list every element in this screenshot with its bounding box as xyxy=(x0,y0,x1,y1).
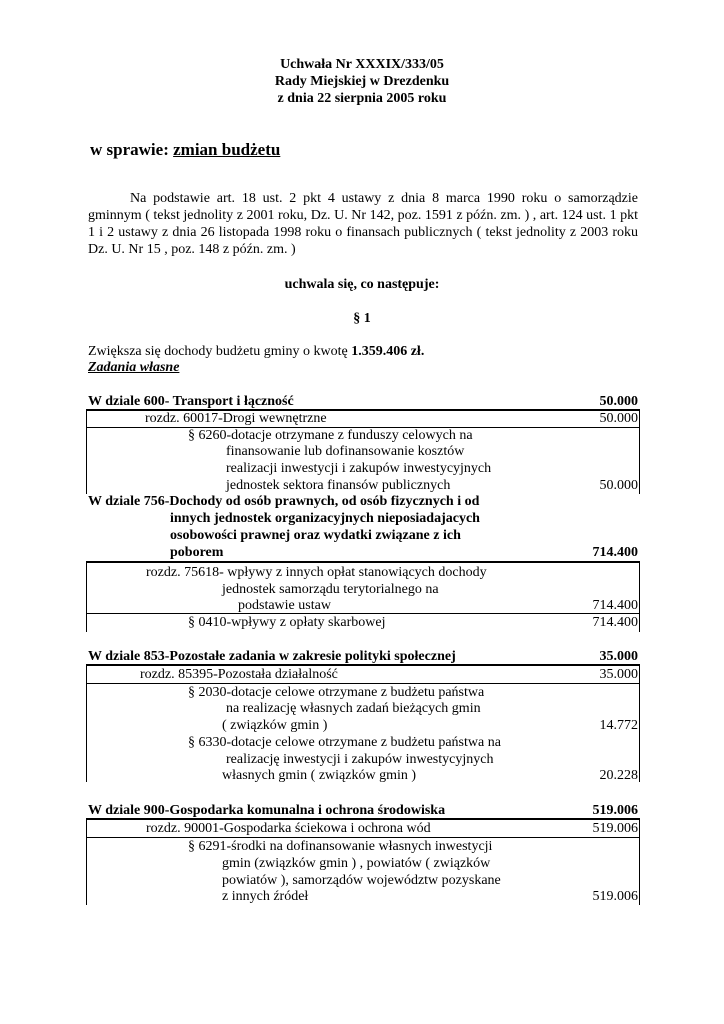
section-600-amount: 50.000 xyxy=(599,394,638,409)
par-6330-line: realizację inwestycji i zakupów inwestycyjnych xyxy=(226,752,494,767)
rozdz-60017-amount: 50.000 xyxy=(599,411,638,426)
par-6291-line: z innych źródeł xyxy=(222,889,309,904)
par-6291-amount: 519.006 xyxy=(592,889,638,904)
preamble-paragraph: Na podstawie art. 18 ust. 2 pkt 4 ustawy z dnia 8 marca 1990 roku o samorządzie gminnym ( tekst jednolity z 2001 roku, Dz. U. Nr 142, poz. 1591 z późn. zm. ) , art. 124 ust. 1 pkt 1 i 2 ustawy z dnia 26 listopada 1998 roku o finansach publicznych ( tekst jednolity z 2003 roku Dz. U. Nr 15 , poz. 148 z późn. zm. ) xyxy=(88,191,638,257)
resolution-number: Uchwała Nr XXXIX/333/05 xyxy=(280,57,444,72)
rozdz-60017: rozdz. 60017-Drogi wewnętrzne xyxy=(145,411,327,426)
subject-topic: zmian budżetu xyxy=(173,140,281,159)
subject-line xyxy=(90,140,280,160)
par-6260-line: realizacji inwestycji i zakupów inwestycyjnych xyxy=(226,461,492,476)
par-6260-line: jednostek sektora finansów publicznych xyxy=(226,478,451,493)
section-853-amount: 35.000 xyxy=(599,649,638,664)
par-6291-line: powiatów ), samorządów województw pozyskane xyxy=(222,873,501,888)
paragraph-sign: § 1 xyxy=(353,311,371,326)
section-756-title-line: W dziale 756-Dochody od osób prawnych, od osób fizycznych i od xyxy=(88,494,480,509)
rozdz-90001: rozdz. 90001-Gospodarka ściekowa i ochrona wód xyxy=(146,821,431,836)
section-756-title-line: innych jednostek organizacyjnych nieposiadajacych xyxy=(170,511,480,526)
increase-amount: 1.359.406 zł. xyxy=(351,344,425,359)
council-name: Rady Miejskiej w Drezdenku xyxy=(274,74,450,89)
section-756-title-line: poborem xyxy=(170,545,224,560)
table-border-left xyxy=(86,665,87,782)
budget-increase-line xyxy=(88,343,424,360)
section-853-title: W dziale 853-Pozostałe zadania w zakresie polityki społecznej xyxy=(88,649,456,664)
rozdz-75618-amount: 714.400 xyxy=(592,598,638,613)
par-6330-line: § 6330-dotacje celowe otrzymane z budżetu państwa na xyxy=(188,735,501,750)
section-900-amount: 519.006 xyxy=(592,803,638,818)
section-600-title: W dziale 600- Transport i łączność xyxy=(88,394,294,409)
resolution-date: z dnia 22 sierpnia 2005 roku xyxy=(277,91,447,106)
table-border-right xyxy=(639,410,640,494)
par-6260-line: § 6260-dotacje otrzymane z funduszy celowych na xyxy=(188,428,473,443)
par-6330-line: własnych gmin ( związków gmin ) xyxy=(222,768,417,783)
table-border-left xyxy=(86,562,87,632)
table-border-left xyxy=(86,819,87,905)
table-border-right xyxy=(639,665,640,782)
par-2030-line: na realizację własnych zadań bieżących gmin xyxy=(226,701,481,716)
section-756-title-line: osobowości prawnej oraz wydatki związane z ich xyxy=(170,528,461,543)
par-0410-amount: 714.400 xyxy=(592,615,638,630)
table-border-right xyxy=(639,819,640,905)
resolves-heading: uchwala się, co następuje: xyxy=(284,277,440,292)
par-2030-line: ( związków gmin ) xyxy=(222,718,328,733)
rozdz-85395-amount: 35.000 xyxy=(599,667,638,682)
par-6330-amount: 20.228 xyxy=(599,768,638,783)
par-6291-line: gmin (związków gmin ) , powiatów ( związków xyxy=(222,856,491,871)
rozdz-90001-amount: 519.006 xyxy=(592,821,638,836)
par-2030-amount: 14.772 xyxy=(599,718,638,733)
rozdz-75618-line: rozdz. 75618- wpływy z innych opłat stanowiących dochody xyxy=(146,565,487,580)
subject-prefix: w sprawie: xyxy=(90,140,174,159)
par-6260-amount: 50.000 xyxy=(599,478,638,493)
table-border-right xyxy=(639,562,640,632)
par-0410: § 0410-wpływy z opłaty skarbowej xyxy=(188,615,386,630)
section-900-title: W dziale 900-Gospodarka komunalna i ochrona środowiska xyxy=(88,803,446,818)
table-border-left xyxy=(86,410,87,494)
divider xyxy=(86,561,640,563)
par-2030-line: § 2030-dotacje celowe otrzymane z budżetu państwa xyxy=(188,685,485,700)
par-6260-line: finansowanie lub dofinansowanie kosztów xyxy=(226,444,465,459)
increase-text: Zwiększa się dochody budżetu gminy o kwotę xyxy=(88,344,352,359)
rozdz-75618-line: jednostek samorządu terytorialnego na xyxy=(222,582,439,597)
rozdz-75618-line: podstawie ustaw xyxy=(238,598,331,613)
rozdz-85395: rozdz. 85395-Pozostała działalność xyxy=(140,667,338,682)
par-6291-line: § 6291-środki na dofinansowanie własnych inwestycji xyxy=(188,839,493,854)
own-tasks-label: Zadania własne xyxy=(88,360,180,375)
section-756-amount: 714.400 xyxy=(592,545,638,560)
